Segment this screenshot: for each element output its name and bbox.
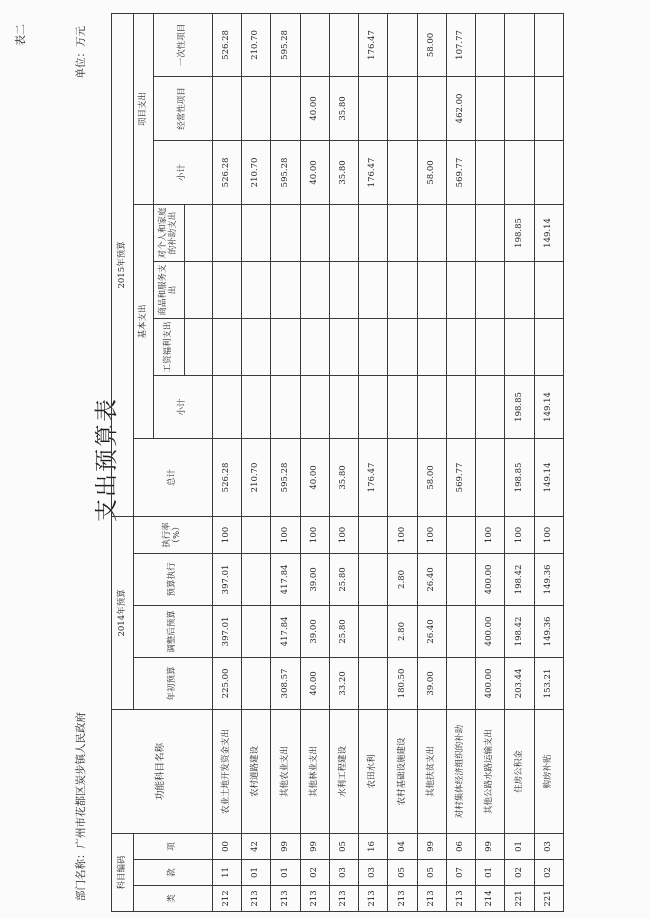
total-2015-cell: 210.70 xyxy=(242,438,271,516)
project-subtotal-cell xyxy=(505,140,534,204)
header-project: 项目支出 xyxy=(134,13,154,204)
execution-rate-cell: 100 xyxy=(271,516,300,553)
header-func-name: 功能科目名称 xyxy=(112,709,213,833)
onetime-project-cell: 176.47 xyxy=(359,13,388,76)
basic-subtotal-cell xyxy=(329,375,358,438)
basic-subtotal-cell xyxy=(242,375,271,438)
lei-cell: 213 xyxy=(359,886,388,912)
total-2015-cell: 176.47 xyxy=(359,438,388,516)
total-2015-cell: 149.14 xyxy=(534,438,563,516)
kuan-cell: 07 xyxy=(446,860,475,886)
func-name-cell: 住房公积金 xyxy=(505,709,534,833)
execution-rate-cell: 100 xyxy=(505,516,534,553)
func-name-cell: 农田水利 xyxy=(359,709,388,833)
initial-budget-cell xyxy=(446,657,475,709)
onetime-project-cell: 210.70 xyxy=(242,13,271,76)
executed-budget-cell: 417.84 xyxy=(271,553,300,605)
recurring-project-cell xyxy=(476,76,505,140)
lei-cell: 213 xyxy=(300,886,329,912)
header-xiang: 项 xyxy=(134,833,213,859)
wages-cell xyxy=(505,318,534,375)
initial-budget-cell: 39.00 xyxy=(417,657,446,709)
initial-budget-cell: 33.20 xyxy=(329,657,358,709)
unit-label: 单位：万元 xyxy=(75,26,87,79)
expenditure-budget-table xyxy=(111,13,564,912)
basic-subtotal-cell xyxy=(446,375,475,438)
total-2015-cell: 35.80 xyxy=(329,438,358,516)
goods-services-cell xyxy=(212,261,241,318)
personal-subsidy-cell xyxy=(300,204,329,261)
recurring-project-cell xyxy=(242,76,271,140)
header-lei: 类 xyxy=(134,886,213,912)
total-2015-cell: 198.85 xyxy=(505,438,534,516)
header-kuan: 款 xyxy=(134,860,213,886)
header-rate: 执行率（%） xyxy=(134,516,213,553)
wages-cell xyxy=(446,318,475,375)
onetime-project-cell xyxy=(534,13,563,76)
onetime-project-cell: 107.77 xyxy=(446,13,475,76)
adjusted-budget-cell: 400.00 xyxy=(476,605,505,657)
wages-cell xyxy=(476,318,505,375)
execution-rate-cell: 100 xyxy=(534,516,563,553)
func-name-cell: 其他扶贫支出 xyxy=(417,709,446,833)
table-row xyxy=(242,13,271,911)
goods-services-cell xyxy=(300,261,329,318)
xiang-cell: 00 xyxy=(212,833,241,859)
goods-services-cell xyxy=(534,261,563,318)
total-2015-cell: 526.28 xyxy=(212,438,241,516)
recurring-project-cell: 40.00 xyxy=(300,76,329,140)
table-row xyxy=(417,13,446,911)
kuan-cell: 01 xyxy=(476,860,505,886)
goods-services-cell xyxy=(359,261,388,318)
header-total: 总计 xyxy=(134,438,213,516)
executed-budget-cell xyxy=(446,553,475,605)
onetime-project-cell: 58.00 xyxy=(417,13,446,76)
basic-subtotal-cell xyxy=(212,375,241,438)
header-wages-blank xyxy=(184,318,212,375)
executed-budget-cell xyxy=(359,553,388,605)
wages-cell xyxy=(417,318,446,375)
execution-rate-cell: 100 xyxy=(329,516,358,553)
execution-rate-cell: 100 xyxy=(388,516,417,553)
func-name-cell: 农业土地开发资金支出 xyxy=(212,709,241,833)
personal-subsidy-cell xyxy=(359,204,388,261)
basic-subtotal-cell xyxy=(388,375,417,438)
basic-subtotal-cell xyxy=(476,375,505,438)
initial-budget-cell: 225.00 xyxy=(212,657,241,709)
lei-cell: 214 xyxy=(476,886,505,912)
lei-cell: 221 xyxy=(534,886,563,912)
goods-services-cell xyxy=(505,261,534,318)
basic-subtotal-cell: 149.14 xyxy=(534,375,563,438)
xiang-cell: 99 xyxy=(417,833,446,859)
header-onetime: 一次性项目 xyxy=(154,13,213,76)
adjusted-budget-cell: 149.36 xyxy=(534,605,563,657)
lei-cell: 213 xyxy=(446,886,475,912)
onetime-project-cell xyxy=(300,13,329,76)
onetime-project-cell xyxy=(505,13,534,76)
personal-subsidy-cell xyxy=(242,204,271,261)
kuan-cell: 05 xyxy=(417,860,446,886)
executed-budget-cell: 198.42 xyxy=(505,553,534,605)
func-name-cell: 水利工程建设 xyxy=(329,709,358,833)
kuan-cell: 01 xyxy=(242,860,271,886)
basic-subtotal-cell xyxy=(359,375,388,438)
total-2015-cell: 58.00 xyxy=(417,438,446,516)
xiang-cell: 04 xyxy=(388,833,417,859)
goods-services-cell xyxy=(242,261,271,318)
adjusted-budget-cell: 39.00 xyxy=(300,605,329,657)
recurring-project-cell xyxy=(505,76,534,140)
table-row xyxy=(388,13,417,911)
personal-subsidy-cell xyxy=(417,204,446,261)
adjusted-budget-cell xyxy=(242,605,271,657)
project-subtotal-cell: 58.00 xyxy=(417,140,446,204)
execution-rate-cell: 100 xyxy=(417,516,446,553)
table-row xyxy=(300,13,329,911)
onetime-project-cell xyxy=(388,13,417,76)
recurring-project-cell xyxy=(388,76,417,140)
lei-cell: 213 xyxy=(271,886,300,912)
executed-budget-cell: 39.00 xyxy=(300,553,329,605)
kuan-cell: 11 xyxy=(212,860,241,886)
wages-cell xyxy=(329,318,358,375)
table-row xyxy=(476,13,505,911)
basic-subtotal-cell xyxy=(271,375,300,438)
personal-subsidy-cell xyxy=(446,204,475,261)
executed-budget-cell: 400.00 xyxy=(476,553,505,605)
xiang-cell: 99 xyxy=(476,833,505,859)
personal-subsidy-cell: 149.14 xyxy=(534,204,563,261)
initial-budget-cell: 203.44 xyxy=(505,657,534,709)
table-row xyxy=(329,13,358,911)
goods-services-cell xyxy=(476,261,505,318)
header-initial: 年初预算 xyxy=(134,657,213,709)
kuan-cell: 05 xyxy=(388,860,417,886)
xiang-cell: 06 xyxy=(446,833,475,859)
executed-budget-cell: 25.80 xyxy=(329,553,358,605)
total-2015-cell: 569.77 xyxy=(446,438,475,516)
initial-budget-cell: 40.00 xyxy=(300,657,329,709)
executed-budget-cell: 397.01 xyxy=(212,553,241,605)
total-2015-cell xyxy=(476,438,505,516)
executed-budget-cell: 2.80 xyxy=(388,553,417,605)
xiang-cell: 42 xyxy=(242,833,271,859)
header-basic: 基本支出 xyxy=(134,204,154,438)
execution-rate-cell xyxy=(446,516,475,553)
basic-subtotal-cell: 198.85 xyxy=(505,375,534,438)
project-subtotal-cell xyxy=(388,140,417,204)
header-goods-blank xyxy=(184,261,212,318)
kuan-cell: 01 xyxy=(271,860,300,886)
wages-cell xyxy=(359,318,388,375)
personal-subsidy-cell xyxy=(329,204,358,261)
initial-budget-cell: 308.57 xyxy=(271,657,300,709)
project-subtotal-cell xyxy=(476,140,505,204)
initial-budget-cell xyxy=(359,657,388,709)
adjusted-budget-cell: 2.80 xyxy=(388,605,417,657)
total-2015-cell xyxy=(388,438,417,516)
header-wages: 工资福利支出 xyxy=(154,318,184,375)
kuan-cell: 02 xyxy=(300,860,329,886)
xiang-cell: 16 xyxy=(359,833,388,859)
header-basic-subtotal: 小计 xyxy=(154,375,213,438)
goods-services-cell xyxy=(329,261,358,318)
wages-cell xyxy=(534,318,563,375)
recurring-project-cell: 35.80 xyxy=(329,76,358,140)
recurring-project-cell xyxy=(359,76,388,140)
project-subtotal-cell xyxy=(534,140,563,204)
initial-budget-cell: 180.50 xyxy=(388,657,417,709)
header-executed: 预算执行 xyxy=(134,553,213,605)
adjusted-budget-cell: 417.84 xyxy=(271,605,300,657)
initial-budget-cell: 153.21 xyxy=(534,657,563,709)
department-name: 部门名称：广州市花都区炭步镇人民政府 xyxy=(75,712,87,901)
recurring-project-cell xyxy=(212,76,241,140)
project-subtotal-cell: 569.77 xyxy=(446,140,475,204)
adjusted-budget-cell: 25.80 xyxy=(329,605,358,657)
goods-services-cell xyxy=(271,261,300,318)
kuan-cell: 02 xyxy=(534,860,563,886)
xiang-cell: 01 xyxy=(505,833,534,859)
recurring-project-cell xyxy=(534,76,563,140)
execution-rate-cell xyxy=(359,516,388,553)
header-budget-2015: 2015年预算 xyxy=(112,13,134,516)
adjusted-budget-cell: 26.40 xyxy=(417,605,446,657)
personal-subsidy-cell xyxy=(212,204,241,261)
adjusted-budget-cell xyxy=(446,605,475,657)
table-row xyxy=(212,13,241,911)
initial-budget-cell xyxy=(242,657,271,709)
wages-cell xyxy=(271,318,300,375)
wages-cell xyxy=(388,318,417,375)
onetime-project-cell xyxy=(476,13,505,76)
goods-services-cell xyxy=(417,261,446,318)
header-recurring: 经常性项目 xyxy=(154,76,213,140)
func-name-cell: 其他公路水路运输支出 xyxy=(476,709,505,833)
func-name-cell: 农村基础设施建设 xyxy=(388,709,417,833)
project-subtotal-cell: 40.00 xyxy=(300,140,329,204)
wages-cell xyxy=(212,318,241,375)
header-personal-blank xyxy=(184,204,212,261)
project-subtotal-cell: 210.70 xyxy=(242,140,271,204)
kuan-cell: 02 xyxy=(505,860,534,886)
lei-cell: 212 xyxy=(212,886,241,912)
xiang-cell: 99 xyxy=(300,833,329,859)
adjusted-budget-cell: 397.01 xyxy=(212,605,241,657)
kuan-cell: 03 xyxy=(359,860,388,886)
table-row xyxy=(534,13,563,911)
executed-budget-cell: 149.36 xyxy=(534,553,563,605)
goods-services-cell xyxy=(388,261,417,318)
basic-subtotal-cell xyxy=(417,375,446,438)
header-project-subtotal: 小计 xyxy=(154,140,213,204)
func-name-cell: 其他农业支出 xyxy=(271,709,300,833)
execution-rate-cell: 100 xyxy=(476,516,505,553)
total-2015-cell: 595.28 xyxy=(271,438,300,516)
onetime-project-cell: 526.28 xyxy=(212,13,241,76)
lei-cell: 213 xyxy=(329,886,358,912)
executed-budget-cell xyxy=(242,553,271,605)
func-name-cell: 其他林业支出 xyxy=(300,709,329,833)
func-name-cell: 农村道路建设 xyxy=(242,709,271,833)
execution-rate-cell: 100 xyxy=(300,516,329,553)
personal-subsidy-cell xyxy=(476,204,505,261)
header-personal: 对个人和家庭的补助支出 xyxy=(154,204,184,261)
project-subtotal-cell: 176.47 xyxy=(359,140,388,204)
table-row xyxy=(271,13,300,911)
header-subject-code: 科目编码 xyxy=(112,833,134,911)
page-title: 支出预算表 xyxy=(94,397,120,522)
lei-cell: 213 xyxy=(242,886,271,912)
table-row xyxy=(359,13,388,911)
project-subtotal-cell: 526.28 xyxy=(212,140,241,204)
adjusted-budget-cell xyxy=(359,605,388,657)
xiang-cell: 05 xyxy=(329,833,358,859)
xiang-cell: 99 xyxy=(271,833,300,859)
goods-services-cell xyxy=(446,261,475,318)
personal-subsidy-cell xyxy=(271,204,300,261)
header-adjusted: 调整后预算 xyxy=(134,605,213,657)
onetime-project-cell: 595.28 xyxy=(271,13,300,76)
personal-subsidy-cell xyxy=(388,204,417,261)
lei-cell: 213 xyxy=(388,886,417,912)
recurring-project-cell xyxy=(417,76,446,140)
initial-budget-cell: 400.00 xyxy=(476,657,505,709)
table-row xyxy=(446,13,475,911)
kuan-cell: 03 xyxy=(329,860,358,886)
header-goods: 商品和服务支出 xyxy=(154,261,184,318)
executed-budget-cell: 26.40 xyxy=(417,553,446,605)
func-name-cell: 购房补贴 xyxy=(534,709,563,833)
wages-cell xyxy=(242,318,271,375)
lei-cell: 213 xyxy=(417,886,446,912)
recurring-project-cell xyxy=(271,76,300,140)
wages-cell xyxy=(300,318,329,375)
table-number: 表二 xyxy=(14,24,27,46)
project-subtotal-cell: 595.28 xyxy=(271,140,300,204)
total-2015-cell: 40.00 xyxy=(300,438,329,516)
recurring-project-cell: 462.00 xyxy=(446,76,475,140)
basic-subtotal-cell xyxy=(300,375,329,438)
execution-rate-cell: 100 xyxy=(212,516,241,553)
adjusted-budget-cell: 198.42 xyxy=(505,605,534,657)
table-row xyxy=(505,13,534,911)
project-subtotal-cell: 35.80 xyxy=(329,140,358,204)
personal-subsidy-cell: 198.85 xyxy=(505,204,534,261)
execution-rate-cell xyxy=(242,516,271,553)
lei-cell: 221 xyxy=(505,886,534,912)
header-budget-2014: 2014年预算 xyxy=(112,516,134,709)
onetime-project-cell xyxy=(329,13,358,76)
func-name-cell: 对村集体经济组织的补助 xyxy=(446,709,475,833)
xiang-cell: 03 xyxy=(534,833,563,859)
